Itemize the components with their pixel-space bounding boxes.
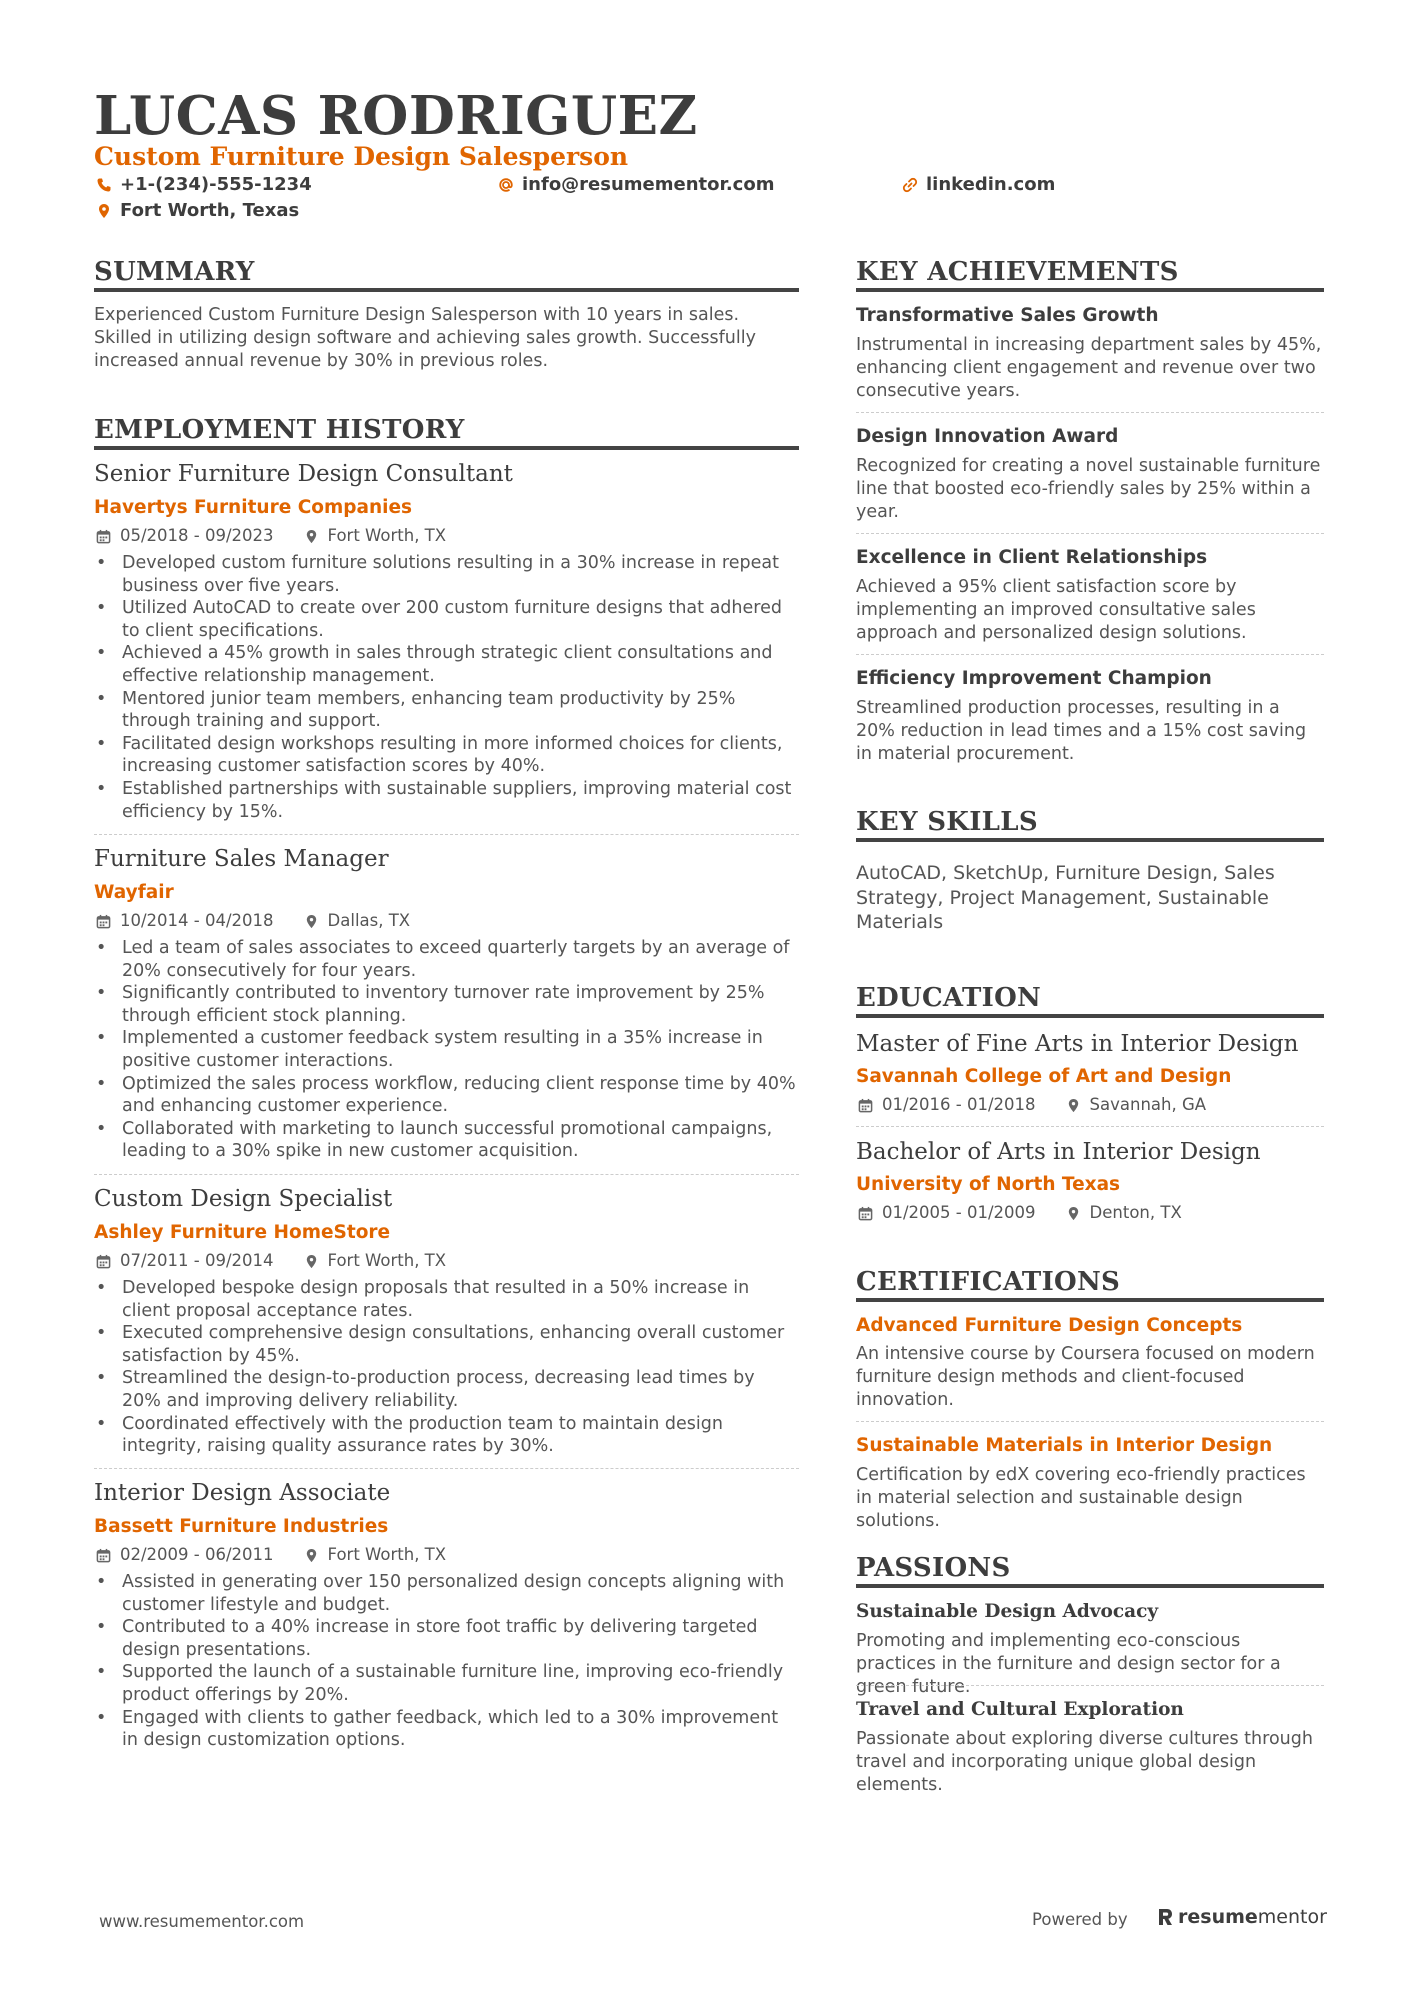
calendar-icon — [858, 1098, 873, 1113]
logo-text-light: mentor — [1257, 1906, 1327, 1928]
employment-heading: EMPLOYMENT HISTORY — [94, 415, 465, 445]
location-contact — [96, 200, 299, 222]
achievement-text: Achieved a 95% client satisfaction score by implementing an improved consultative sales approach and personalized design solutions. — [856, 577, 1256, 643]
bullet-item: • Established partnerships with sustainable suppliers, improving material cost efficiency by 15%. — [94, 778, 799, 823]
job-location: Fort Worth, TX — [327, 526, 447, 545]
certification-title: Advanced Furniture Design Concepts — [856, 1315, 1243, 1336]
passion-divider — [856, 1685, 1324, 1686]
achievements-divider — [856, 288, 1324, 292]
job-divider — [94, 1174, 799, 1175]
candidate-name: LUCAS RODRIGUEZ — [94, 85, 698, 147]
job-bullets — [94, 937, 799, 1163]
education-dates: 01/2005 - 01/2009 — [882, 1203, 1036, 1222]
education-location: Savannah, GA — [1089, 1095, 1207, 1114]
employment-divider — [94, 446, 799, 450]
bullet-item: • Achieved a 45% growth in sales through strategic client consultations and effective relationship management. — [94, 642, 799, 687]
job-meta — [96, 911, 410, 931]
bullet-item: • Significantly contributed to inventory turnover rate improvement by 25% through efficient stock planning. — [94, 982, 799, 1027]
achievement-title: Excellence in Client Relationships — [856, 547, 1208, 568]
job-title: Furniture Sales Manager — [94, 846, 389, 872]
bullet-item: • Facilitated design workshops resulting in more informed choices for clients, increasing customer satisfaction scores by 40%. — [94, 733, 799, 778]
phone-text: +1-(234)-555-1234 — [120, 174, 312, 195]
achievement-text: Instrumental in increasing department sales by 45%, enhancing client engagement and revenue over two consecutive years. — [856, 335, 1322, 401]
education-heading: EDUCATION — [856, 983, 1042, 1013]
certification-title: Sustainable Materials in Interior Design — [856, 1435, 1273, 1456]
at-icon — [498, 177, 514, 193]
job-dates: 07/2011 - 09/2014 — [120, 1251, 274, 1270]
calendar-icon — [96, 529, 111, 544]
achievement-text: Streamlined production processes, resulting in a 20% reduction in lead times and a 15% cost saving in material procurement. — [856, 698, 1307, 764]
bullet-item: • Collaborated with marketing to launch successful promotional campaigns, leading to a 30% spike in new customer acquisition. — [94, 1118, 799, 1163]
map-pin-icon — [1066, 1098, 1081, 1113]
job-dates: 05/2018 - 09/2023 — [120, 526, 274, 545]
company-name: Bassett Furniture Industries — [94, 1516, 389, 1537]
map-pin-icon — [304, 1548, 319, 1563]
skills-text: AutoCAD, SketchUp, Furniture Design, Sales Strategy, Project Management, Sustainable Materials — [856, 862, 1275, 933]
passion-text: Promoting and implementing eco-conscious practices in the furniture and design sector for a green future. — [856, 1631, 1281, 1697]
linkedin-text: linkedin.com — [926, 174, 1056, 195]
bullet-item: • Optimized the sales process workflow, reducing client response time by 40% and enhancing customer experience. — [94, 1073, 799, 1118]
job-title: Interior Design Associate — [94, 1480, 391, 1506]
company-name: Havertys Furniture Companies — [94, 497, 413, 518]
education-location: Denton, TX — [1089, 1203, 1182, 1222]
calendar-icon — [96, 914, 111, 929]
passion-text: Passionate about exploring diverse cultures through travel and incorporating unique global design elements. — [856, 1729, 1313, 1795]
job-bullets — [94, 552, 799, 823]
achievement-divider — [856, 533, 1324, 534]
bullet-item: • Mentored junior team members, enhancing team productivity by 25% through training and support. — [94, 688, 799, 733]
bullet-item: • Streamlined the design-to-production process, decreasing lead times by 20% and improving delivery reliability. — [94, 1367, 799, 1412]
logo-text-bold: resume — [1178, 1906, 1258, 1928]
bullet-item: • Developed custom furniture solutions resulting in a 30% increase in repeat business over five years. — [94, 552, 799, 597]
bullet-item: • Engaged with clients to gather feedback, which led to a 30% improvement in design customization options. — [94, 1707, 799, 1752]
job-title: Senior Furniture Design Consultant — [94, 461, 513, 487]
map-pin-icon — [304, 914, 319, 929]
calendar-icon — [858, 1206, 873, 1221]
achievement-divider — [856, 412, 1324, 413]
bullet-item: • Assisted in generating over 150 personalized design concepts aligning with customer lifestyle and budget. — [94, 1571, 799, 1616]
email-contact[interactable] — [498, 174, 774, 196]
summary-heading: SUMMARY — [94, 257, 255, 287]
job-dates: 02/2009 - 06/2011 — [120, 1545, 274, 1564]
education-divider — [856, 1014, 1324, 1018]
candidate-headline: Custom Furniture Design Salesperson — [94, 142, 629, 171]
powered-by-label: Powered by — [1032, 1910, 1128, 1929]
education-dates: 01/2016 - 01/2018 — [882, 1095, 1036, 1114]
achievement-text: Recognized for creating a novel sustainable furniture line that boosted eco-friendly sales by 25% within a year. — [856, 456, 1321, 522]
resumementor-logo[interactable] — [1156, 1906, 1327, 1928]
bullet-item: • Coordinated effectively with the production team to maintain design integrity, raising quality assurance rates by 30%. — [94, 1413, 799, 1458]
resumementor-logo-icon — [1156, 1907, 1174, 1927]
job-divider — [94, 1468, 799, 1469]
location-text: Fort Worth, Texas — [120, 200, 300, 221]
email-text: info@resumementor.com — [522, 174, 775, 195]
summary-text: Experienced Custom Furniture Design Salesperson with 10 years in sales. Skilled in utilizing design software and achieving sales growth. Successfully increased annual revenue by 30% in previous roles. — [94, 305, 756, 371]
bullet-item: • Implemented a customer feedback system resulting in a 35% increase in positive customer interactions. — [94, 1027, 799, 1072]
linkedin-contact[interactable] — [902, 174, 1055, 196]
company-name: Ashley Furniture HomeStore — [94, 1222, 391, 1243]
job-location: Dallas, TX — [327, 911, 411, 930]
certification-text: An intensive course by Coursera focused on modern furniture design methods and client-focused innovation. — [856, 1344, 1315, 1410]
certification-divider — [856, 1421, 1324, 1422]
bullet-item: • Executed comprehensive design consultations, enhancing overall customer satisfaction by 45%. — [94, 1322, 799, 1367]
map-pin-icon — [1066, 1206, 1081, 1221]
achievement-title: Efficiency Improvement Champion — [856, 668, 1212, 689]
map-pin-icon — [304, 1254, 319, 1269]
job-meta — [96, 1545, 446, 1565]
passions-heading: PASSIONS — [856, 1553, 1011, 1583]
school-name: University of North Texas — [856, 1174, 1121, 1195]
education-divider — [856, 1126, 1324, 1127]
job-title: Custom Design Specialist — [94, 1186, 393, 1212]
certifications-heading: CERTIFICATIONS — [856, 1267, 1121, 1297]
degree-title: Bachelor of Arts in Interior Design — [856, 1139, 1261, 1165]
phone-icon — [96, 177, 112, 193]
achievement-title: Transformative Sales Growth — [856, 305, 1159, 326]
bullet-item: • Developed bespoke design proposals that resulted in a 50% increase in client proposal acceptance rates. — [94, 1277, 799, 1322]
achievement-divider — [856, 654, 1324, 655]
footer-url-link[interactable]: www.resumementor.com — [99, 1912, 305, 1931]
passion-title: Sustainable Design Advocacy — [856, 1601, 1159, 1622]
education-meta — [858, 1095, 1206, 1115]
job-divider — [94, 834, 799, 835]
bullet-item: • Contributed to a 40% increase in store foot traffic by delivering targeted design presentations. — [94, 1616, 799, 1661]
passion-title: Travel and Cultural Exploration — [856, 1699, 1184, 1720]
bullet-item: • Utilized AutoCAD to create over 200 custom furniture designs that adhered to client specifications. — [94, 597, 799, 642]
bullet-item: • Supported the launch of a sustainable furniture line, improving eco-friendly product offerings by 20%. — [94, 1661, 799, 1706]
job-location: Fort Worth, TX — [327, 1251, 447, 1270]
job-location: Fort Worth, TX — [327, 1545, 447, 1564]
certification-text: Certification by edX covering eco-friendly practices in material selection and sustainable design solutions. — [856, 1465, 1306, 1531]
achievement-title: Design Innovation Award — [856, 426, 1119, 447]
summary-divider — [94, 288, 799, 292]
job-bullets — [94, 1277, 799, 1458]
job-dates: 10/2014 - 04/2018 — [120, 911, 274, 930]
calendar-icon — [96, 1254, 111, 1269]
school-name: Savannah College of Art and Design — [856, 1066, 1232, 1087]
job-meta — [96, 526, 446, 546]
job-bullets — [94, 1571, 799, 1752]
job-meta — [96, 1251, 446, 1271]
passions-divider — [856, 1584, 1324, 1588]
bullet-item: • Led a team of sales associates to exceed quarterly targets by an average of 20% consecutively for four years. — [94, 937, 799, 982]
certifications-divider — [856, 1298, 1324, 1302]
calendar-icon — [96, 1548, 111, 1563]
skills-heading: KEY SKILLS — [856, 807, 1038, 837]
achievements-heading: KEY ACHIEVEMENTS — [856, 257, 1179, 287]
link-icon — [902, 177, 918, 193]
education-meta — [858, 1203, 1182, 1223]
skills-divider — [856, 838, 1324, 842]
map-pin-icon — [304, 529, 319, 544]
company-name: Wayfair — [94, 882, 174, 903]
degree-title: Master of Fine Arts in Interior Design — [856, 1031, 1299, 1057]
phone-contact[interactable] — [96, 174, 312, 196]
map-pin-icon — [96, 203, 112, 219]
